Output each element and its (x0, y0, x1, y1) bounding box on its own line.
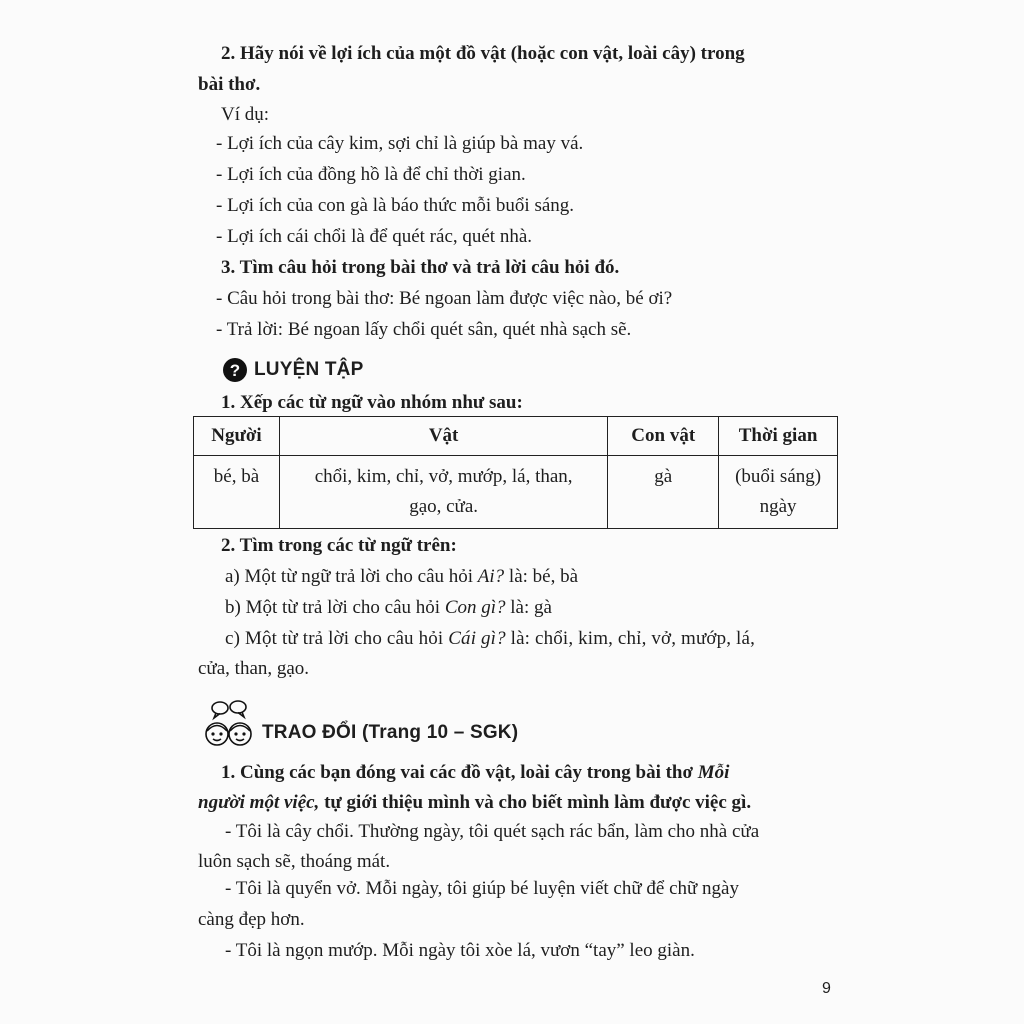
q3-item: - Trả lời: Bé ngoan lấy chổi quét sân, quét nhà sạch sẽ. (216, 319, 632, 340)
q2-heading-line2: bài thơ. (198, 74, 261, 95)
ex2-answer-b (225, 596, 552, 620)
ex2-heading: 2. Tìm trong các từ ngữ trên: (221, 535, 457, 556)
cell-thoi-gian-line2: ngày (759, 496, 797, 517)
ex2-answer-c-cont: cửa, than, gạo. (198, 658, 310, 679)
task-text: tự giới thiệu mình và cho biết mình làm được việc gì. (319, 792, 752, 813)
two-kids-talking-icon (200, 698, 258, 752)
answer-text: là: chổi, kim, chỉ, vở, mướp, lá, (505, 628, 755, 649)
exchange-heading (200, 698, 518, 752)
q2-item: - Lợi ích cái chổi là để quét rác, quét nhà. (216, 226, 533, 247)
q2-heading-line1: 2. Hãy nói về lợi ích của một đồ vật (hoặc con vật, loài cây) trong (221, 43, 745, 64)
exchange-answer-cont: càng đẹp hơn. (198, 909, 305, 930)
poem-title: người một việc, (198, 792, 320, 813)
q2-item: - Lợi ích của đồng hồ là để chỉ thời gian. (216, 164, 526, 185)
answer-text: a) Một từ ngữ trả lời cho câu hỏi (225, 566, 478, 587)
cell-vat (279, 456, 607, 529)
exchange-task-line2 (198, 791, 751, 815)
cell-thoi-gian-line1: (buổi sáng) (735, 466, 822, 487)
word-group-table (193, 416, 838, 529)
answer-question: Con gì? (444, 597, 506, 618)
svg-text:?: ? (229, 361, 241, 380)
task-text: 1. Cùng các bạn đóng vai các đồ vật, loài cây trong bài thơ (221, 762, 698, 783)
answer-text: c) Một từ trả lời cho câu hỏi (225, 628, 449, 649)
exchange-answer-cont: luôn sạch sẽ, thoáng mát. (198, 851, 391, 872)
poem-title: Mỗi (697, 762, 730, 783)
table-header-cell: Vật (279, 417, 607, 456)
q2-item: - Lợi ích của cây kim, sợi chỉ là giúp bà may vá. (216, 133, 584, 154)
page-number: 9 (822, 980, 831, 997)
table-row (194, 456, 838, 529)
answer-text: b) Một từ trả lời cho câu hỏi (225, 597, 445, 618)
cell-con-vat: gà (608, 456, 719, 529)
cell-vat-line1: chổi, kim, chỉ, vở, mướp, lá, than, (314, 466, 573, 487)
cell-thoi-gian (719, 456, 838, 529)
exchange-answer: - Tôi là cây chổi. Thường ngày, tôi quét sạch rác bẩn, làm cho nhà cửa (225, 821, 760, 842)
table-header-row (194, 417, 838, 456)
cell-nguoi: bé, bà (194, 456, 280, 529)
table-header-cell: Thời gian (719, 417, 838, 456)
table-header-cell: Người (194, 417, 280, 456)
ex2-answer-c (225, 627, 755, 651)
exchange-title: TRAO ĐỔI (Trang 10 – SGK) (262, 722, 519, 743)
answer-question: Ai? (477, 566, 505, 587)
q2-example-label: Ví dụ: (221, 104, 270, 125)
practice-heading (222, 357, 363, 383)
exchange-answer: - Tôi là quyển vở. Mỗi ngày, tôi giúp bé luyện viết chữ để chữ ngày (225, 878, 739, 899)
q3-heading: 3. Tìm câu hỏi trong bài thơ và trả lời câu hỏi đó. (221, 257, 620, 278)
answer-text: là: bé, bà (504, 566, 579, 587)
answer-question: Cái gì? (448, 628, 506, 649)
practice-title: LUYỆN TẬP (254, 359, 364, 380)
practice-badge-icon (222, 357, 248, 383)
answer-text: là: gà (505, 597, 552, 618)
q3-item: - Câu hỏi trong bài thơ: Bé ngoan làm được việc nào, bé ơi? (216, 288, 673, 309)
ex1-heading: 1. Xếp các từ ngữ vào nhóm như sau: (221, 392, 523, 413)
cell-vat-line2: gạo, cửa. (409, 496, 479, 517)
ex2-answer-a (225, 565, 578, 589)
table-header-cell: Con vật (608, 417, 719, 456)
q2-item: - Lợi ích của con gà là báo thức mỗi buổi sáng. (216, 195, 575, 216)
exchange-answer: - Tôi là ngọn mướp. Mỗi ngày tôi xòe lá, vươn “tay” leo giàn. (225, 940, 695, 961)
exchange-task-line1 (221, 761, 729, 785)
